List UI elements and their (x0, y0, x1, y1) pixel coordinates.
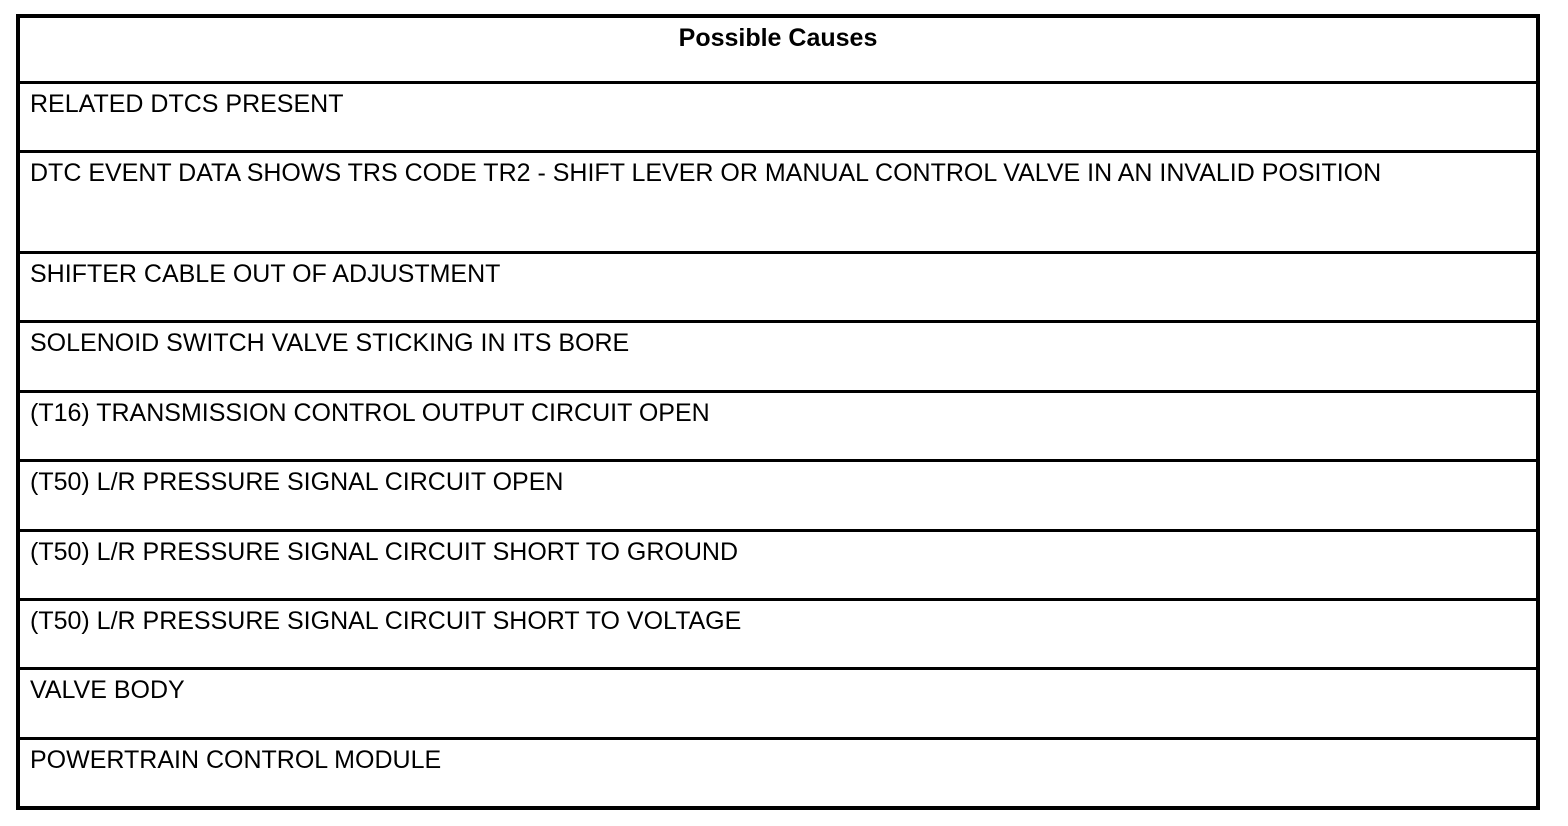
cause-cell: (T16) TRANSMISSION CONTROL OUTPUT CIRCUIT OPEN (18, 391, 1538, 460)
table-row (18, 391, 1538, 460)
cause-cell: (T50) L/R PRESSURE SIGNAL CIRCUIT OPEN (18, 461, 1538, 530)
table-row (18, 461, 1538, 530)
cause-cell: SOLENOID SWITCH VALVE STICKING IN ITS BORE (18, 322, 1538, 391)
table-row (18, 82, 1538, 151)
table-header-row (18, 16, 1538, 82)
table-row (18, 322, 1538, 391)
table-row (18, 151, 1538, 252)
cause-cell: (T50) L/R PRESSURE SIGNAL CIRCUIT SHORT TO GROUND (18, 530, 1538, 599)
cause-cell: DTC EVENT DATA SHOWS TRS CODE TR2 - SHIFT LEVER OR MANUAL CONTROL VALVE IN AN INVALID POSITION (18, 151, 1538, 252)
possible-causes-table (16, 14, 1540, 810)
table-header: Possible Causes (18, 16, 1538, 82)
cause-cell: SHIFTER CABLE OUT OF ADJUSTMENT (18, 252, 1538, 321)
cause-cell: POWERTRAIN CONTROL MODULE (18, 738, 1538, 808)
table-row (18, 252, 1538, 321)
cause-cell: VALVE BODY (18, 669, 1538, 738)
cause-cell: RELATED DTCS PRESENT (18, 82, 1538, 151)
cause-cell: (T50) L/R PRESSURE SIGNAL CIRCUIT SHORT TO VOLTAGE (18, 600, 1538, 669)
table-row (18, 669, 1538, 738)
table-row (18, 530, 1538, 599)
table-row (18, 600, 1538, 669)
table-row (18, 738, 1538, 808)
